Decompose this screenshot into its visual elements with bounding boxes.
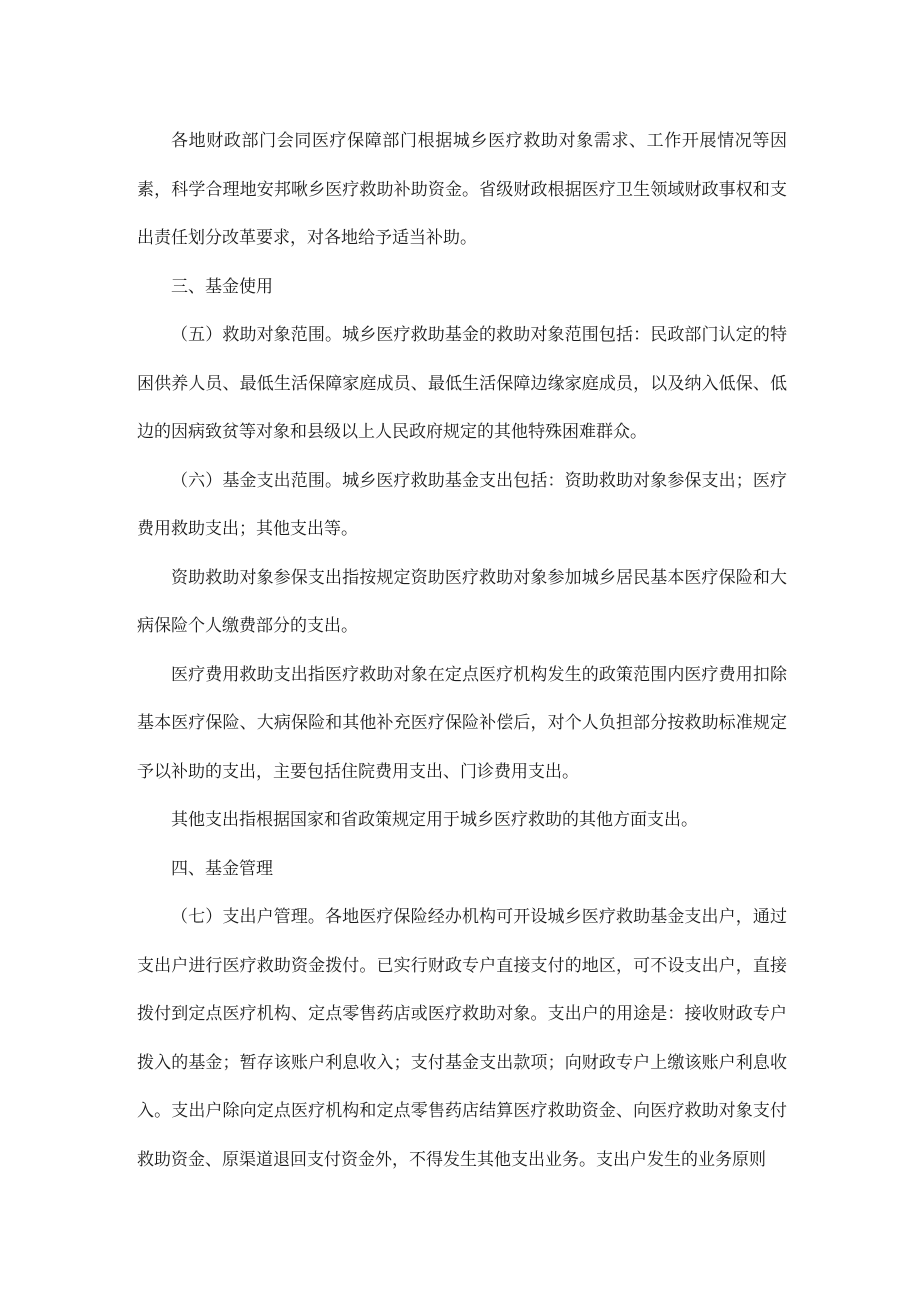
paragraph-expenditure-scope: （六）基金支出范围。城乡医疗救助基金支出包括：资助救助对象参保支出；医疗费用救助支出；其他支出等。 (137, 470, 787, 539)
paragraph-assistance-scope: （五）救助对象范围。城乡医疗救助基金的救助对象范围包括：民政部门认定的特困供养人员、最低生活保障家庭成员、最低生活保障边缘家庭成员，以及纳入低保、低边的因病致贫等对象和县级以上人民政府规定的其他特殊困难群众。 (137, 325, 787, 442)
paragraph-insurance-subsidy: 资助救助对象参保支出指按规定资助医疗救助对象参加城乡居民基本医疗保险和大病保险个人缴费部分的支出。 (137, 567, 787, 636)
paragraph-fund-allocation: 各地财政部门会同医疗保障部门根据城乡医疗救助对象需求、工作开展情况等因素，科学合理地安邦啾乡医疗救助补助资金。省级财政根据医疗卫生领域财政事权和支出责任划分改革要求，对各地给予适当补助。 (137, 131, 787, 248)
section-heading-fund-use: 三、基金使用 (171, 276, 273, 297)
document-body (137, 117, 787, 1184)
section-heading-fund-management: 四、基金管理 (171, 858, 273, 879)
paragraph-other-expenditure: 其他支出指根据国家和省政策规定用于城乡医疗救助的其他方面支出。 (171, 810, 698, 830)
paragraph-medical-cost-relief: 医疗费用救助支出指医疗救助对象在定点医疗机构发生的政策范围内医疗费用扣除基本医疗保险、大病保险和其他补充医疗保险补偿后，对个人负担部分按救助标准规定予以补助的支出，主要包括住院费用支出、门诊费用支出。 (137, 664, 787, 782)
paragraph-account-management: （七）支出户管理。各地医疗保险经办机构可开设城乡医疗救助基金支出户，通过支出户进行医疗救助资金拨付。已实行财政专户直接支付的地区，可不设支出户，直接拨付到定点医疗机构、定点零售药店或医疗救助对象。支出户的用途是：接收财政专户拨入的基金；暂存该账户利息收入；支付基金支出款项；向财政专户上缴该账户利息收入。支出户除向定点医疗机构和定点零售药店结算医疗救助资金、向医疗救助对象支付救助资金、原渠道退回支付资金外，不得发生其他支出业务。支出户发生的业务原则 (137, 907, 787, 1170)
